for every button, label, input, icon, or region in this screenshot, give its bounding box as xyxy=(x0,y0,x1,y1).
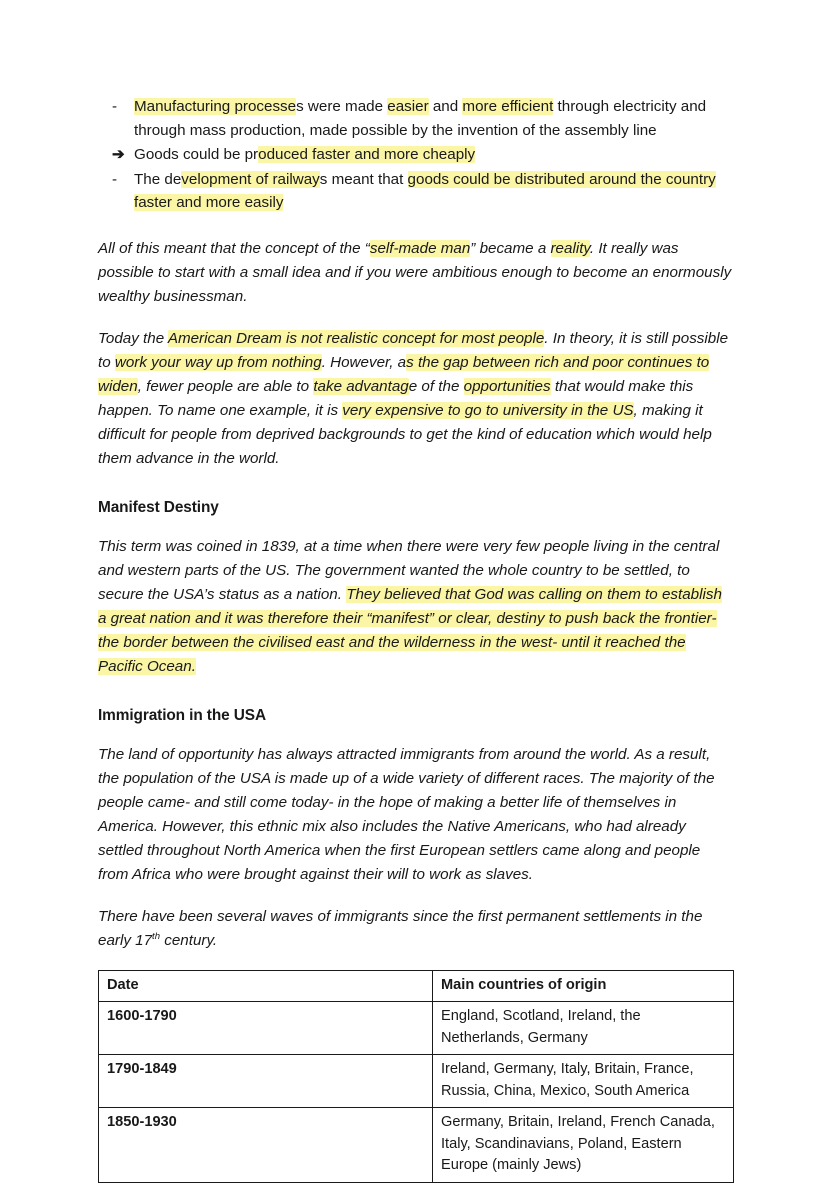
arrow-right-icon: ➔ xyxy=(112,146,125,164)
cell-date: 1600-1790 xyxy=(99,1002,433,1055)
cell-line: Ireland, Germany, Italy, Britain, France, xyxy=(441,1061,694,1078)
table-row xyxy=(99,1002,734,1055)
list-item-text xyxy=(134,143,733,167)
waves-text-before: There have been several waves of immigrants since the first permanent settlements in the early 17 xyxy=(98,907,703,949)
list-item-text xyxy=(134,168,733,215)
table-row xyxy=(99,1055,734,1108)
cell-line: England, Scotland, Ireland, the xyxy=(441,1008,641,1025)
cell-countries xyxy=(433,1002,734,1055)
cell-line: Germany, Britain, Ireland, French Canada, xyxy=(441,1114,715,1131)
cell-countries xyxy=(433,1055,734,1108)
paragraph-self-made-man xyxy=(98,237,733,309)
column-header-countries: Main countries of origin xyxy=(433,970,734,1002)
highlighted-text: take advantag xyxy=(313,377,409,395)
list-item xyxy=(98,95,733,142)
plain-text: . It really was possible to start with a small idea and if you were ambitious enough to become an enormously wealthy businessman. xyxy=(98,239,732,305)
highlighted-text: very expensive to go to university in the US xyxy=(342,401,634,419)
heading-immigration-in-the-usa: Immigration in the USA xyxy=(98,706,266,724)
plain-text: through electricity and through mass production, made possible by the invention of the assembly line xyxy=(134,98,707,139)
table-header-row xyxy=(99,970,734,1002)
paragraph-american-dream xyxy=(98,327,733,471)
cell-line: Russia, China, Mexico, South America xyxy=(441,1082,690,1099)
highlighted-text: velopment of railway xyxy=(181,170,320,188)
cell-line: Italy, Scandinavians, Poland, Eastern xyxy=(441,1135,682,1152)
highlighted-text: easier xyxy=(387,98,429,115)
cell-date: 1790-1849 xyxy=(99,1055,433,1108)
highlighted-text: American Dream is not realistic concept for most people xyxy=(167,329,545,347)
highlighted-text: s the gap between rich and poor continues to widen xyxy=(98,353,710,395)
highlighted-text: self-made man xyxy=(369,239,471,257)
plain-text: This term was coined in 1839, at a time when there were very few people living in the central and western parts of the US. The government wanted the whole country to be settled, to secure the USA’s status as a nation. xyxy=(98,537,720,603)
table-row xyxy=(99,1108,734,1183)
list-item-text xyxy=(134,95,733,142)
plain-text: The de xyxy=(134,170,182,188)
plain-text: Today the xyxy=(98,329,168,347)
plain-text: that would make this happen. To name one example, it is xyxy=(98,377,694,419)
highlighted-text: opportunities xyxy=(463,377,551,395)
plain-text: , making it difficult for people from deprived backgrounds to get the kind of education which would help them advance in the world. xyxy=(98,401,712,467)
waves-text-after: century. xyxy=(160,931,218,949)
highlighted-text: goods could be distributed around the country faster and more easily xyxy=(134,170,716,212)
plain-text: Goods could be pr xyxy=(134,146,259,164)
plain-text: s meant that xyxy=(319,170,408,188)
immigration-waves-table xyxy=(98,970,734,1183)
ordinal-suffix: th xyxy=(152,930,161,942)
plain-text: . In theory, it is still possible to xyxy=(98,329,729,371)
highlighted-text: work your way up from nothing xyxy=(114,353,322,371)
paragraph-manifest-destiny xyxy=(98,535,733,679)
cell-date: 1850-1930 xyxy=(99,1108,433,1183)
table-head xyxy=(99,970,734,1002)
highlighted-text: oduced faster and more cheaply xyxy=(258,146,476,164)
plain-text: , fewer people are able to xyxy=(137,377,314,395)
list-item xyxy=(98,143,733,167)
dash-bullet-icon: - xyxy=(112,98,118,115)
paragraph-immigration-intro: The land of opportunity has always attracted immigrants from around the world. As a result, the population of the USA is made up of a wide variety of different races. The majority of the people came- and still come today- in the hope of making a better life of themselves in America. However, this ethnic mix also includes the Native Americans, who had already settled throughout North America when the first European settlers came along and people from Africa who were brought against their will to work as slaves. xyxy=(98,745,715,883)
heading-manifest-destiny: Manifest Destiny xyxy=(98,498,219,516)
highlighted-text: Manufacturing processe xyxy=(134,98,297,115)
section-spacer xyxy=(98,697,733,706)
table-body xyxy=(99,1002,734,1183)
list-item xyxy=(98,168,733,215)
cell-line: Netherlands, Germany xyxy=(441,1029,588,1046)
plain-text: ” became a xyxy=(470,239,551,257)
bullet-list xyxy=(98,95,733,215)
highlighted-text: reality xyxy=(550,239,590,257)
dash-bullet-icon: - xyxy=(112,170,118,188)
plain-text: . However, a xyxy=(321,353,407,371)
cell-line: Europe (mainly Jews) xyxy=(441,1157,582,1174)
paragraph-immigration-waves xyxy=(98,905,733,953)
highlighted-text: They believed that God was calling on them to establish a great nation and it was therefore their “manifest” or clear, destiny to push back the frontier- the border between the civilised east and the wilderness in the west- until it reached the Pacific Ocean. xyxy=(98,585,722,675)
column-header-date: Date xyxy=(99,970,433,1002)
plain-text: and xyxy=(428,98,463,115)
plain-text: e of the xyxy=(408,377,464,395)
cell-countries xyxy=(433,1108,734,1183)
section-spacer xyxy=(98,489,733,498)
plain-text: All of this meant that the concept of the “ xyxy=(98,239,370,257)
plain-text: s were made xyxy=(296,98,388,115)
highlighted-text: more efficient xyxy=(462,98,554,115)
